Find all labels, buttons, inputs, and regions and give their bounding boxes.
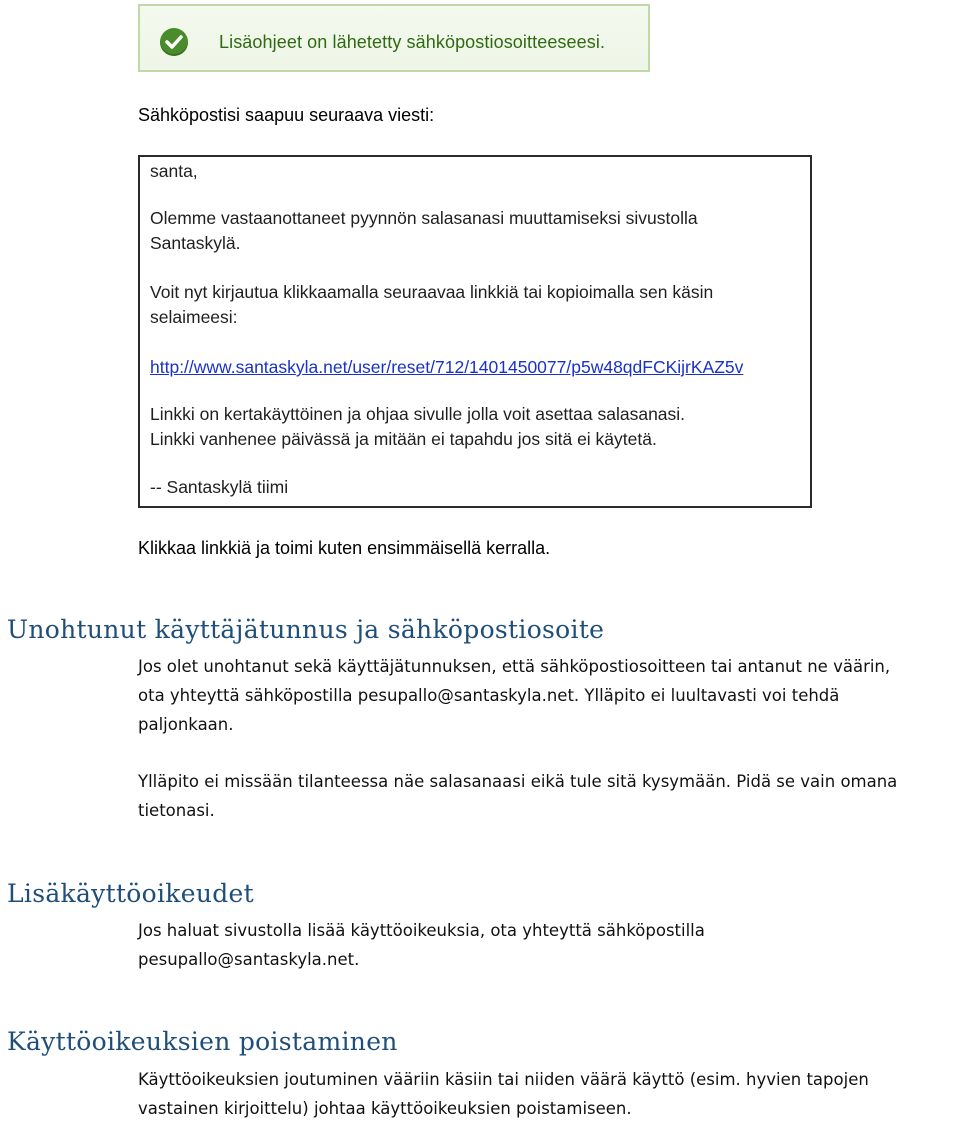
text-line: vastainen kirjoittelu) johtaa käyttöoikeuksien poistamiseen.: [138, 1099, 632, 1118]
email-signature: -- Santaskylä tiimi: [150, 477, 289, 497]
text-line: pesupallo@santaskyla.net.: [138, 950, 360, 969]
text-line: Ylläpito ei missään tilanteessa näe salasanaasi eikä tule sitä kysymään. Pidä se vain omana: [138, 772, 898, 791]
text-line: tietonasi.: [138, 801, 215, 820]
section-heading: Unohtunut käyttäjätunnus ja sähköpostiosoite: [7, 615, 605, 644]
email-line: Santaskylä.: [150, 233, 241, 253]
paragraph: [138, 916, 958, 974]
intro-text: Sähköpostisi saapuu seuraava viesti:: [138, 105, 435, 125]
email-line: Olemme vastaanottaneet pyynnön salasanasi muuttamiseksi sivustolla: [150, 208, 698, 228]
paragraph: [138, 652, 958, 739]
text-line: Käyttöoikeuksien joutuminen vääriin käsiin tai niiden väärä käyttö (esim. hyvien tapojen: [138, 1070, 869, 1089]
after-email-text: Klikkaa linkkiä ja toimi kuten ensimmäisellä kerralla.: [138, 538, 551, 558]
check-circle-icon: [160, 28, 188, 56]
paragraph: [138, 767, 958, 825]
success-banner: [138, 4, 650, 72]
text-line: paljonkaan.: [138, 715, 234, 734]
email-preview: [138, 155, 812, 508]
email-greeting: santa,: [150, 161, 198, 181]
paragraph: [138, 1065, 958, 1123]
text-line: Jos olet unohtanut sekä käyttäjätunnuksen, että sähköpostiosoitteen tai antanut ne väärin,: [138, 657, 891, 676]
section-heading: Lisäkäyttöoikeudet: [7, 879, 254, 908]
email-line: Voit nyt kirjautua klikkaamalla seuraavaa linkkiä tai kopioimalla sen käsin: [150, 282, 714, 302]
email-line: selaimeesi:: [150, 307, 238, 327]
text-line: Jos haluat sivustolla lisää käyttöoikeuksia, ota yhteyttä sähköpostilla: [138, 921, 705, 940]
reset-link[interactable]: http://www.santaskyla.net/user/reset/712/1401450077/p5w48qdFCKijrKAZ5v: [150, 357, 744, 377]
text-line: ota yhteyttä sähköpostilla pesupallo@santaskyla.net. Ylläpito ei luultavasti voi tehdä: [138, 686, 840, 705]
email-line: Linkki vanhenee päivässä ja mitään ei tapahdu jos sitä ei käytetä.: [150, 429, 657, 449]
banner-message: Lisäohjeet on lähetetty sähköpostiosoitteeseesi.: [219, 32, 606, 52]
email-line: Linkki on kertakäyttöinen ja ohjaa sivulle jolla voit asettaa salasanasi.: [150, 404, 686, 424]
section-heading: Käyttöoikeuksien poistaminen: [7, 1027, 398, 1056]
